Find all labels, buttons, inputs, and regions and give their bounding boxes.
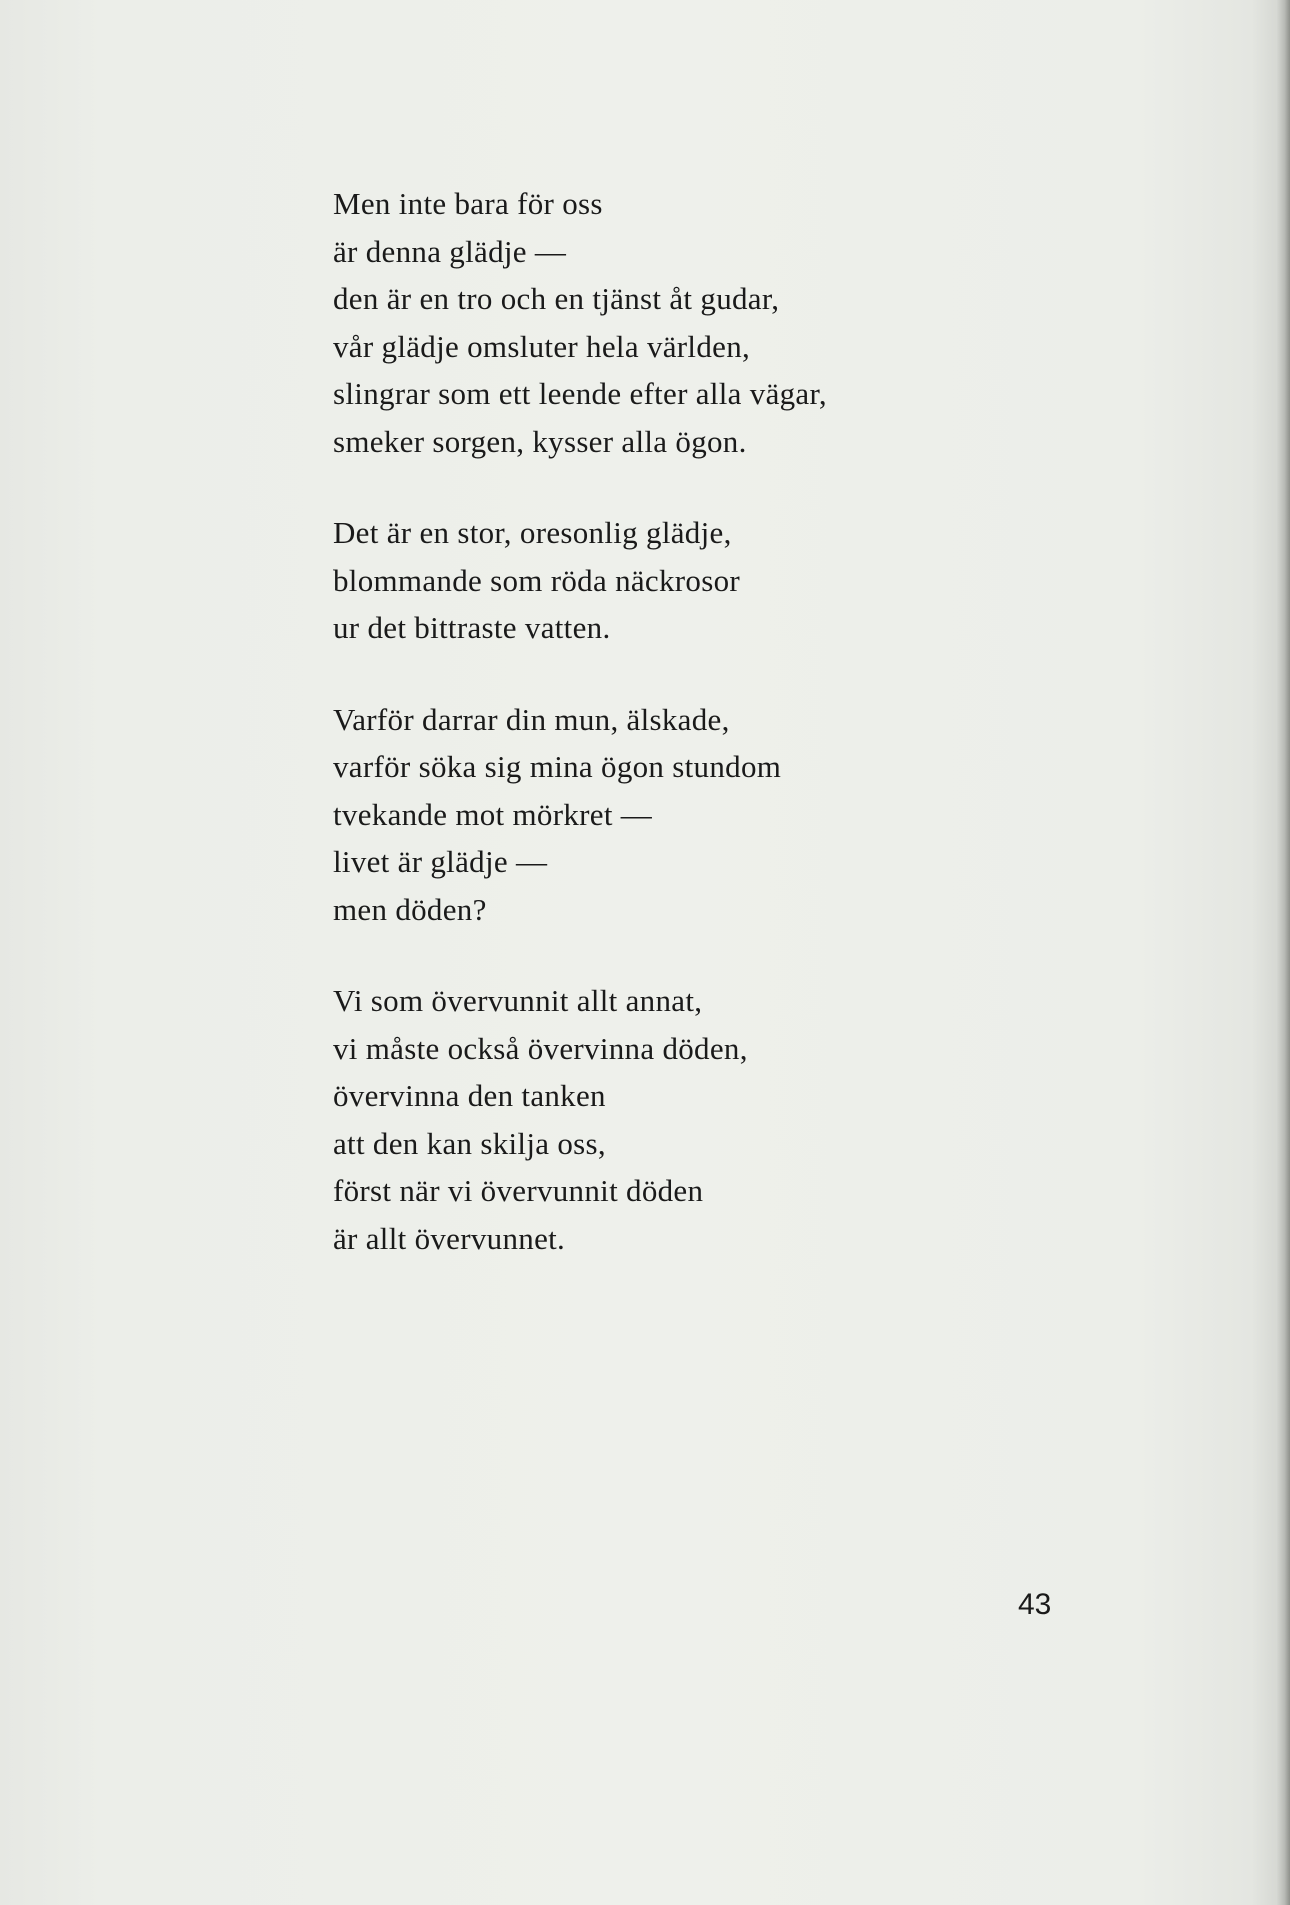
poem-line: först när vi övervunnit döden <box>333 1173 704 1208</box>
stanza-3 <box>333 696 1053 934</box>
page-edge <box>1276 0 1290 1905</box>
poem-line: Vi som övervunnit allt annat, <box>333 983 703 1018</box>
poem <box>333 180 1053 1306</box>
poem-line: Varför darrar din mun, älskade, <box>333 701 730 737</box>
poem-line: Det är en stor, oresonlig glädje, <box>333 515 732 550</box>
poem-line: Men inte bara för oss <box>333 186 603 221</box>
poem-line: ur det bittraste vatten. <box>333 610 611 645</box>
poem-line: är allt övervunnet. <box>333 1220 566 1256</box>
poem-line: övervinna den tanken <box>333 1078 606 1113</box>
poem-line: smeker sorgen, kysser alla ögon. <box>333 423 747 459</box>
poem-line: men döden? <box>333 891 487 927</box>
poem-line: tvekande mot mörkret — <box>333 796 653 832</box>
poem-line: den är en tro och en tjänst åt gudar, <box>333 281 780 316</box>
poem-line: blommande som röda näckrosor <box>333 562 740 598</box>
poem-line: varför söka sig mina ögon stundom <box>333 749 782 784</box>
page-number: 43 <box>1018 1588 1052 1621</box>
poem-line: vår glädje omsluter hela världen, <box>333 328 751 364</box>
poem-line: vi måste också övervinna döden, <box>333 1030 748 1066</box>
poem-line: slingrar som ett leende efter alla vägar, <box>333 376 827 411</box>
stanza-4 <box>333 977 1053 1262</box>
poem-line: livet är glädje — <box>333 844 548 879</box>
stanza-2 <box>333 509 1053 652</box>
poem-line: att den kan skilja oss, <box>333 1125 606 1161</box>
stanza-1 <box>333 180 1053 465</box>
poem-line: är denna glädje — <box>333 233 567 269</box>
